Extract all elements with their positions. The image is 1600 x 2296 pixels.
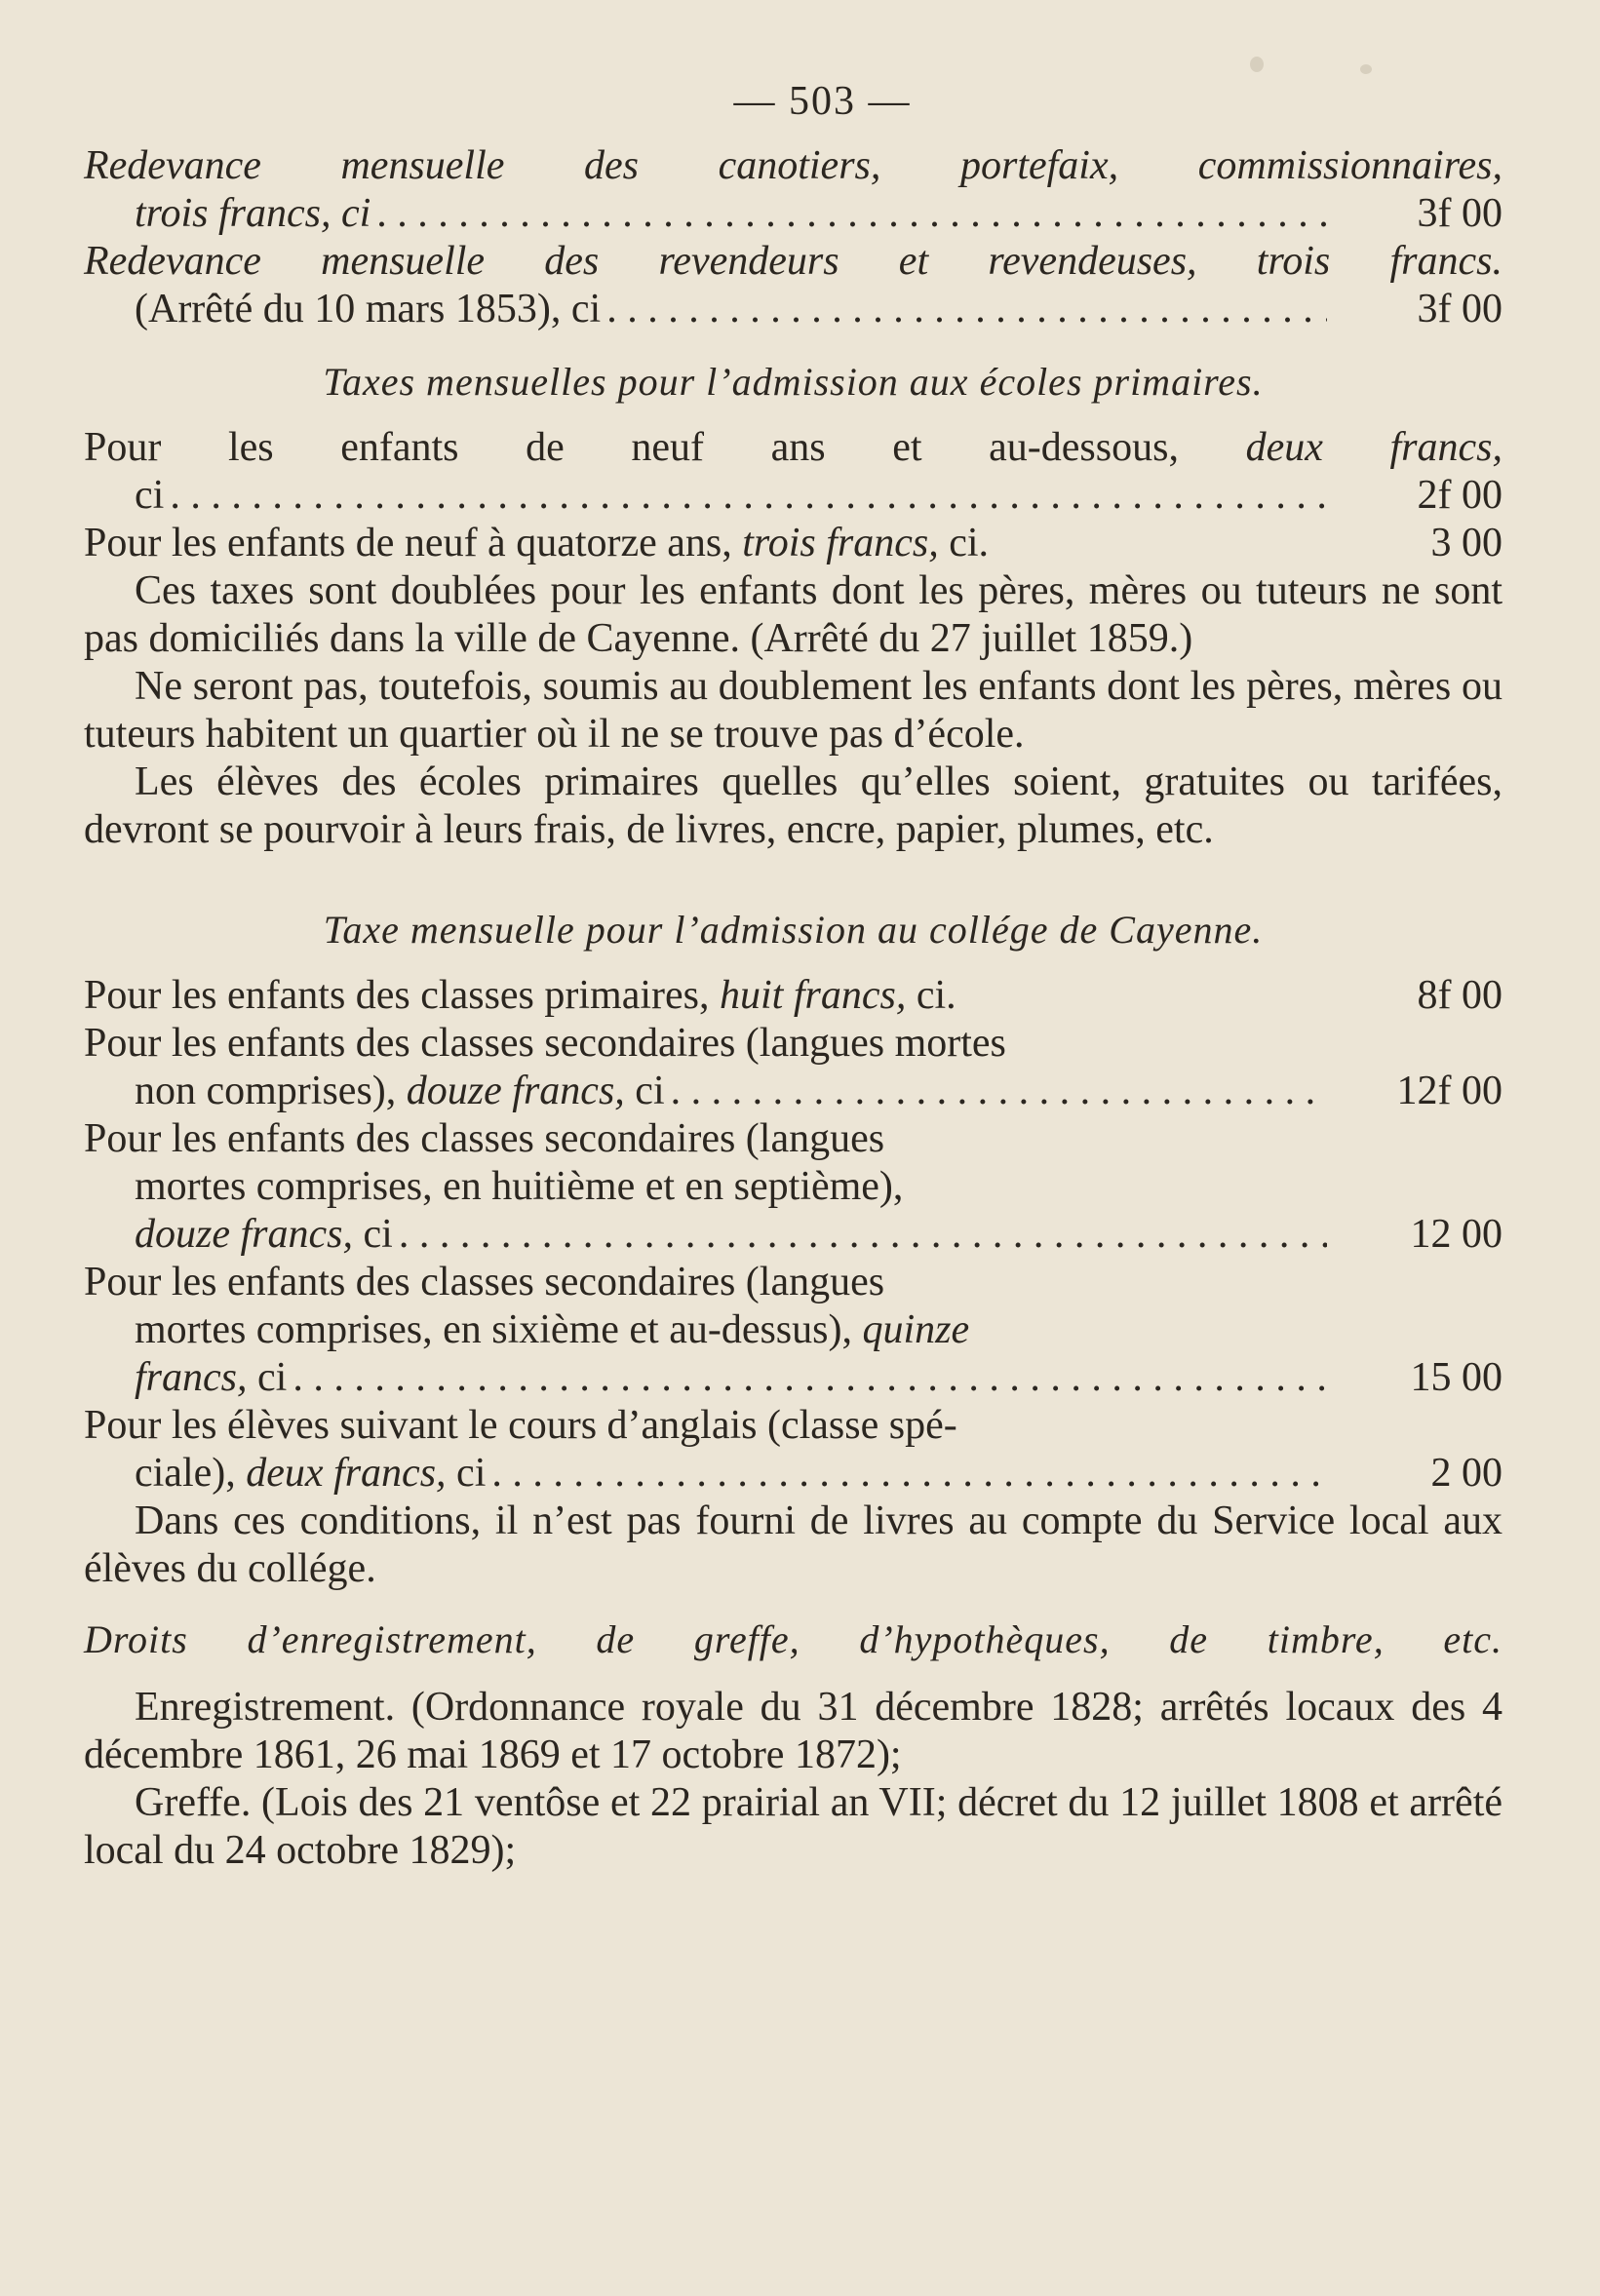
leader-dots bbox=[164, 472, 1327, 520]
entry-cont: ci bbox=[135, 473, 165, 518]
paragraph: Greffe. (Lois des 21 ventôse et 22 prairial an VII; décret du 12 juillet 1808 et arrêté local du 24 octobre 1829); bbox=[84, 1780, 1502, 1873]
ecoles-notes bbox=[84, 567, 1502, 854]
entry-amount: 12f 00 bbox=[1396, 1069, 1502, 1113]
leader-dots bbox=[393, 1211, 1327, 1259]
leader-dots bbox=[486, 1450, 1327, 1498]
entry-lead-italic: huit francs, bbox=[720, 973, 907, 1018]
redevance-canotiers bbox=[84, 142, 1502, 238]
leader-dots bbox=[601, 286, 1327, 333]
entry-lead: Pour les élèves suivant le cours d’anglais (classe spé- bbox=[84, 1403, 957, 1448]
entry-amount: 3f 00 bbox=[1417, 191, 1502, 236]
entry-amount: 8f 00 bbox=[1417, 973, 1502, 1018]
taxe-college-huitieme-septieme bbox=[84, 1115, 1502, 1259]
entry-cont: (Arrêté du 10 mars 1853), ci bbox=[135, 287, 602, 331]
entry-cont-tail: ci bbox=[353, 1212, 393, 1257]
entry-amount: 3f 00 bbox=[1417, 287, 1502, 331]
entry-lead: Pour les enfants des classes secondaires (langues mortes bbox=[84, 1021, 1006, 1066]
leader-dots bbox=[371, 190, 1327, 238]
paragraph: Dans ces conditions, il n’est pas fourni de livres au compte du Service local aux élèves du collége. bbox=[84, 1498, 1502, 1591]
entry-cont-italic: douze francs, bbox=[135, 1212, 353, 1257]
entry-amount: 15 00 bbox=[1410, 1355, 1502, 1400]
entry-lead-text: Pour les enfants de neuf à quatorze ans, bbox=[84, 521, 743, 565]
entry-cont bbox=[135, 1354, 287, 1402]
leader-dots bbox=[665, 1068, 1327, 1115]
paragraph: Enregistrement. (Ordonnance royale du 31 décembre 1828; arrêtés locaux des 4 décembre 1861, 26 mai 1869 et 17 octobre 1872); bbox=[84, 1685, 1502, 1777]
entry-lead-text: Pour les enfants des classes primaires, bbox=[84, 973, 721, 1018]
entry-cont-tail: ci bbox=[624, 1069, 665, 1113]
entry-lead: Redevance mensuelle des revendeurs et revendeuses, trois francs. bbox=[84, 239, 1502, 284]
section-heading-droits: Droits d’enregistrement, de greffe, d’hypothèques, de timbre, etc. bbox=[84, 1617, 1502, 1661]
entry-lead: Redevance mensuelle des canotiers, portefaix, commissionnaires, bbox=[84, 143, 1502, 188]
redevance-revendeurs bbox=[84, 238, 1502, 333]
entry-lead-italic: deux francs, bbox=[1245, 425, 1502, 470]
droits-paragraphs bbox=[84, 1684, 1502, 1875]
entry-lead-text: Pour les enfants de neuf ans et au-dessous, bbox=[84, 425, 1246, 470]
entry-lead bbox=[84, 520, 989, 567]
entry-line-text: mortes comprises, en sixième et au-dessus), bbox=[135, 1307, 863, 1352]
entry-line-italic: quinze bbox=[862, 1307, 970, 1352]
entry-lead-italic: trois francs, bbox=[742, 521, 939, 565]
entry-lead bbox=[84, 972, 956, 1020]
entry-lead: Pour les enfants des classes secondaires (langues bbox=[84, 1116, 885, 1161]
paragraph: Ces taxes sont doublées pour les enfants dont les pères, mères ou tuteurs ne sont pas domiciliés dans la ville de Cayenne. (Arrêté du 27 juillet 1859.) bbox=[84, 568, 1502, 661]
entry-cont-italic: francs, bbox=[135, 1355, 248, 1400]
entry-amount: 2 00 bbox=[1430, 1451, 1502, 1496]
entry-line: mortes comprises, en huitième et en septième), bbox=[135, 1164, 904, 1209]
entry-cont-italic: douze francs, bbox=[406, 1069, 625, 1113]
paper-spot bbox=[1360, 64, 1372, 74]
paragraph: Les élèves des écoles primaires quelles qu’elles soient, gratuites ou tarifées, devront se pourvoir à leurs frais, de livres, encre, papier, plumes, etc. bbox=[84, 759, 1502, 852]
entry-lead-tail: ci. bbox=[938, 521, 990, 565]
paper-spot bbox=[1250, 57, 1264, 72]
paragraph: Ne seront pas, toutefois, soumis au doublement les enfants dont les pères, mères ou tuteurs habitent un quartier où il ne se trouve pas d’école. bbox=[84, 664, 1502, 757]
entry-cont-tail: ci bbox=[247, 1355, 288, 1400]
section-heading-ecoles: Taxes mensuelles pour l’admission aux écoles primaires. bbox=[323, 360, 1264, 404]
entry-amount: 3 00 bbox=[1430, 521, 1502, 565]
taxe-college-anglais bbox=[84, 1402, 1502, 1498]
entry-cont bbox=[135, 1450, 486, 1498]
college-note bbox=[84, 1498, 1502, 1593]
entry-cont-tail: ci bbox=[446, 1451, 487, 1496]
entry-lead bbox=[84, 424, 1502, 472]
entry-cont-text: ciale), bbox=[135, 1451, 247, 1496]
entry-lead-tail: ci. bbox=[906, 973, 956, 1018]
entry-amount: 12 00 bbox=[1410, 1212, 1502, 1257]
leader-dots bbox=[287, 1354, 1327, 1402]
taxe-college-primaires bbox=[84, 972, 1502, 1020]
entry-cont bbox=[135, 1211, 393, 1259]
entry-amount: 2f 00 bbox=[1417, 473, 1502, 518]
entry-cont: trois francs, ci bbox=[135, 191, 371, 236]
entry-cont-italic: deux francs, bbox=[246, 1451, 447, 1496]
taxe-ecole-neuf-ans bbox=[84, 424, 1502, 520]
taxe-college-secondaires-non-comprises bbox=[84, 1020, 1502, 1115]
entry-cont bbox=[135, 1068, 665, 1115]
section-heading-college: Taxe mensuelle pour l’admission au collége de Cayenne. bbox=[323, 908, 1264, 952]
entry-lead: Pour les enfants des classes secondaires (langues bbox=[84, 1260, 885, 1304]
page-number: — 503 — bbox=[733, 79, 912, 124]
entry-line bbox=[84, 1306, 1502, 1354]
entry-cont-text: non comprises), bbox=[135, 1069, 407, 1113]
taxe-ecole-quatorze-ans bbox=[84, 520, 1502, 567]
taxe-college-sixieme bbox=[84, 1259, 1502, 1402]
